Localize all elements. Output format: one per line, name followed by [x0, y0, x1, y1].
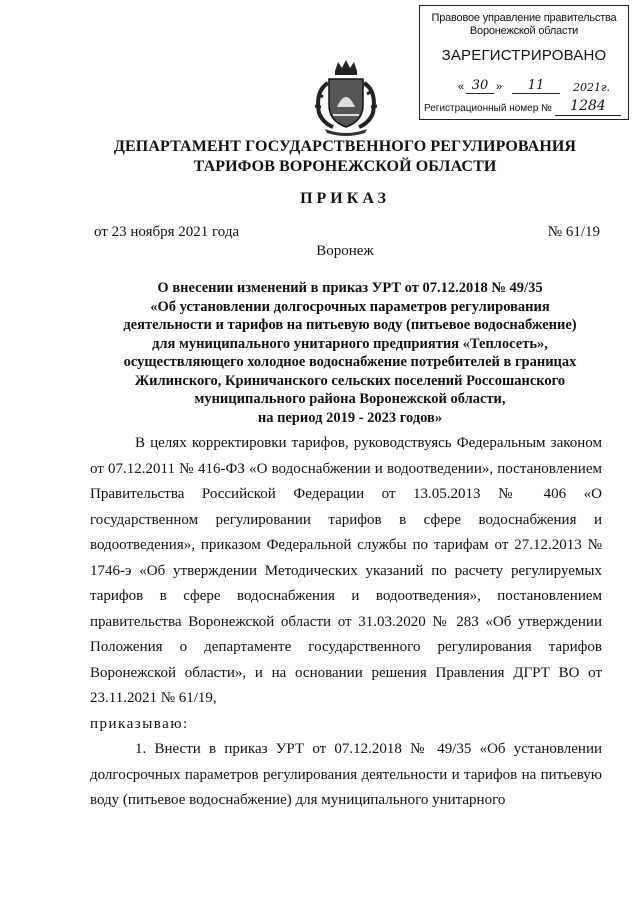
stamp-date-month: 11 — [512, 78, 560, 94]
order-body — [90, 431, 602, 814]
subject-line: Жилинского, Криничанского сельских поселений Россошанского — [134, 372, 566, 389]
preamble-paragraph: В целях корректировки тарифов, руководствуясь Федеральным законом от 07.12.2011 № 416-ФЗ «О водоснабжении и водоотведении», постановлением Правительства Российской Федерации от 13.05.2013 № 406 «О государственном регулировании тарифов в сфере водоснабжения и водоотведения», приказом Федеральной службы по тарифам от 27.12.2013 № 1746-э «Об утверждении Методических указаний по расчету регулируемых тарифов в сфере водоснабжения и водоотведения», постановлением правительства Воронежской области от 31.03.2020 № 283 «Об утверждении Положения о департаменте государственного регулирования тарифов Воронежской области», и на основании решения Правления ДГРТ ВО от 23.11.2021 № 61/19, — [90, 435, 602, 706]
subject-line: деятельности и тарифов на питьевую воду (питьевое водоснабжение) — [123, 317, 577, 333]
order-item-1: 1. Внести в приказ УРТ от 07.12.2018 № 49/35 «Об установлении долгосрочных параметров регулирования деятельности и тарифов на питьевую воду (питьевое водоснабжение) для муниципального унитарного — [90, 741, 602, 808]
order-date: от 23 ноября 2021 года — [94, 224, 240, 240]
stamp-quote-open: « — [458, 81, 465, 93]
stamp-date-year: 2021г. — [573, 81, 611, 94]
subject-line: осуществляющего холодное водоснабжение потребителей в границах — [123, 354, 577, 370]
subject-line: О внесении изменений в приказ УРТ от 07.12.2018 № 49/35 — [157, 280, 543, 296]
subject-line: муниципального района Воронежской области, — [194, 391, 506, 407]
order-number: № 61/19 — [547, 224, 600, 240]
stamp-quote-close: » — [496, 81, 503, 93]
order-title: ПРИКАЗ — [300, 190, 390, 207]
stamp-reg-label: Регистрационный номер № — [424, 103, 552, 114]
registration-stamp — [419, 5, 629, 120]
subject-line: «Об установлении долгосрочных параметров регулирования — [150, 298, 550, 315]
department-line-2: ТАРИФОВ ВОРОНЕЖСКОЙ ОБЛАСТИ — [193, 158, 497, 175]
stamp-registered-label: ЗАРЕГИСТРИРОВАНО — [441, 47, 607, 64]
stamp-org-line-1: Правовое управление правительства — [431, 12, 617, 24]
department-name — [60, 137, 630, 177]
stamp-org-line-2: Воронежской области — [469, 25, 579, 37]
subject-line: для муниципального унитарного предприятия «Теплосеть», — [152, 335, 548, 352]
department-line-1: ДЕПАРТАМЕНТ ГОСУДАРСТВЕННОГО РЕГУЛИРОВАНИЯ — [113, 138, 577, 155]
stamp-reg-number-row — [424, 98, 624, 118]
orders-word: приказываю: — [90, 715, 189, 732]
stamp-date — [440, 78, 620, 97]
subject-line: на период 2019 - 2023 годов» — [257, 409, 443, 426]
stamp-organization — [420, 12, 628, 38]
stamp-reg-number: 1284 — [555, 98, 621, 116]
order-city: Воронеж — [316, 243, 374, 259]
coat-of-arms-icon — [311, 57, 381, 137]
order-subject — [90, 279, 610, 427]
stamp-date-day: 30 — [466, 78, 494, 94]
